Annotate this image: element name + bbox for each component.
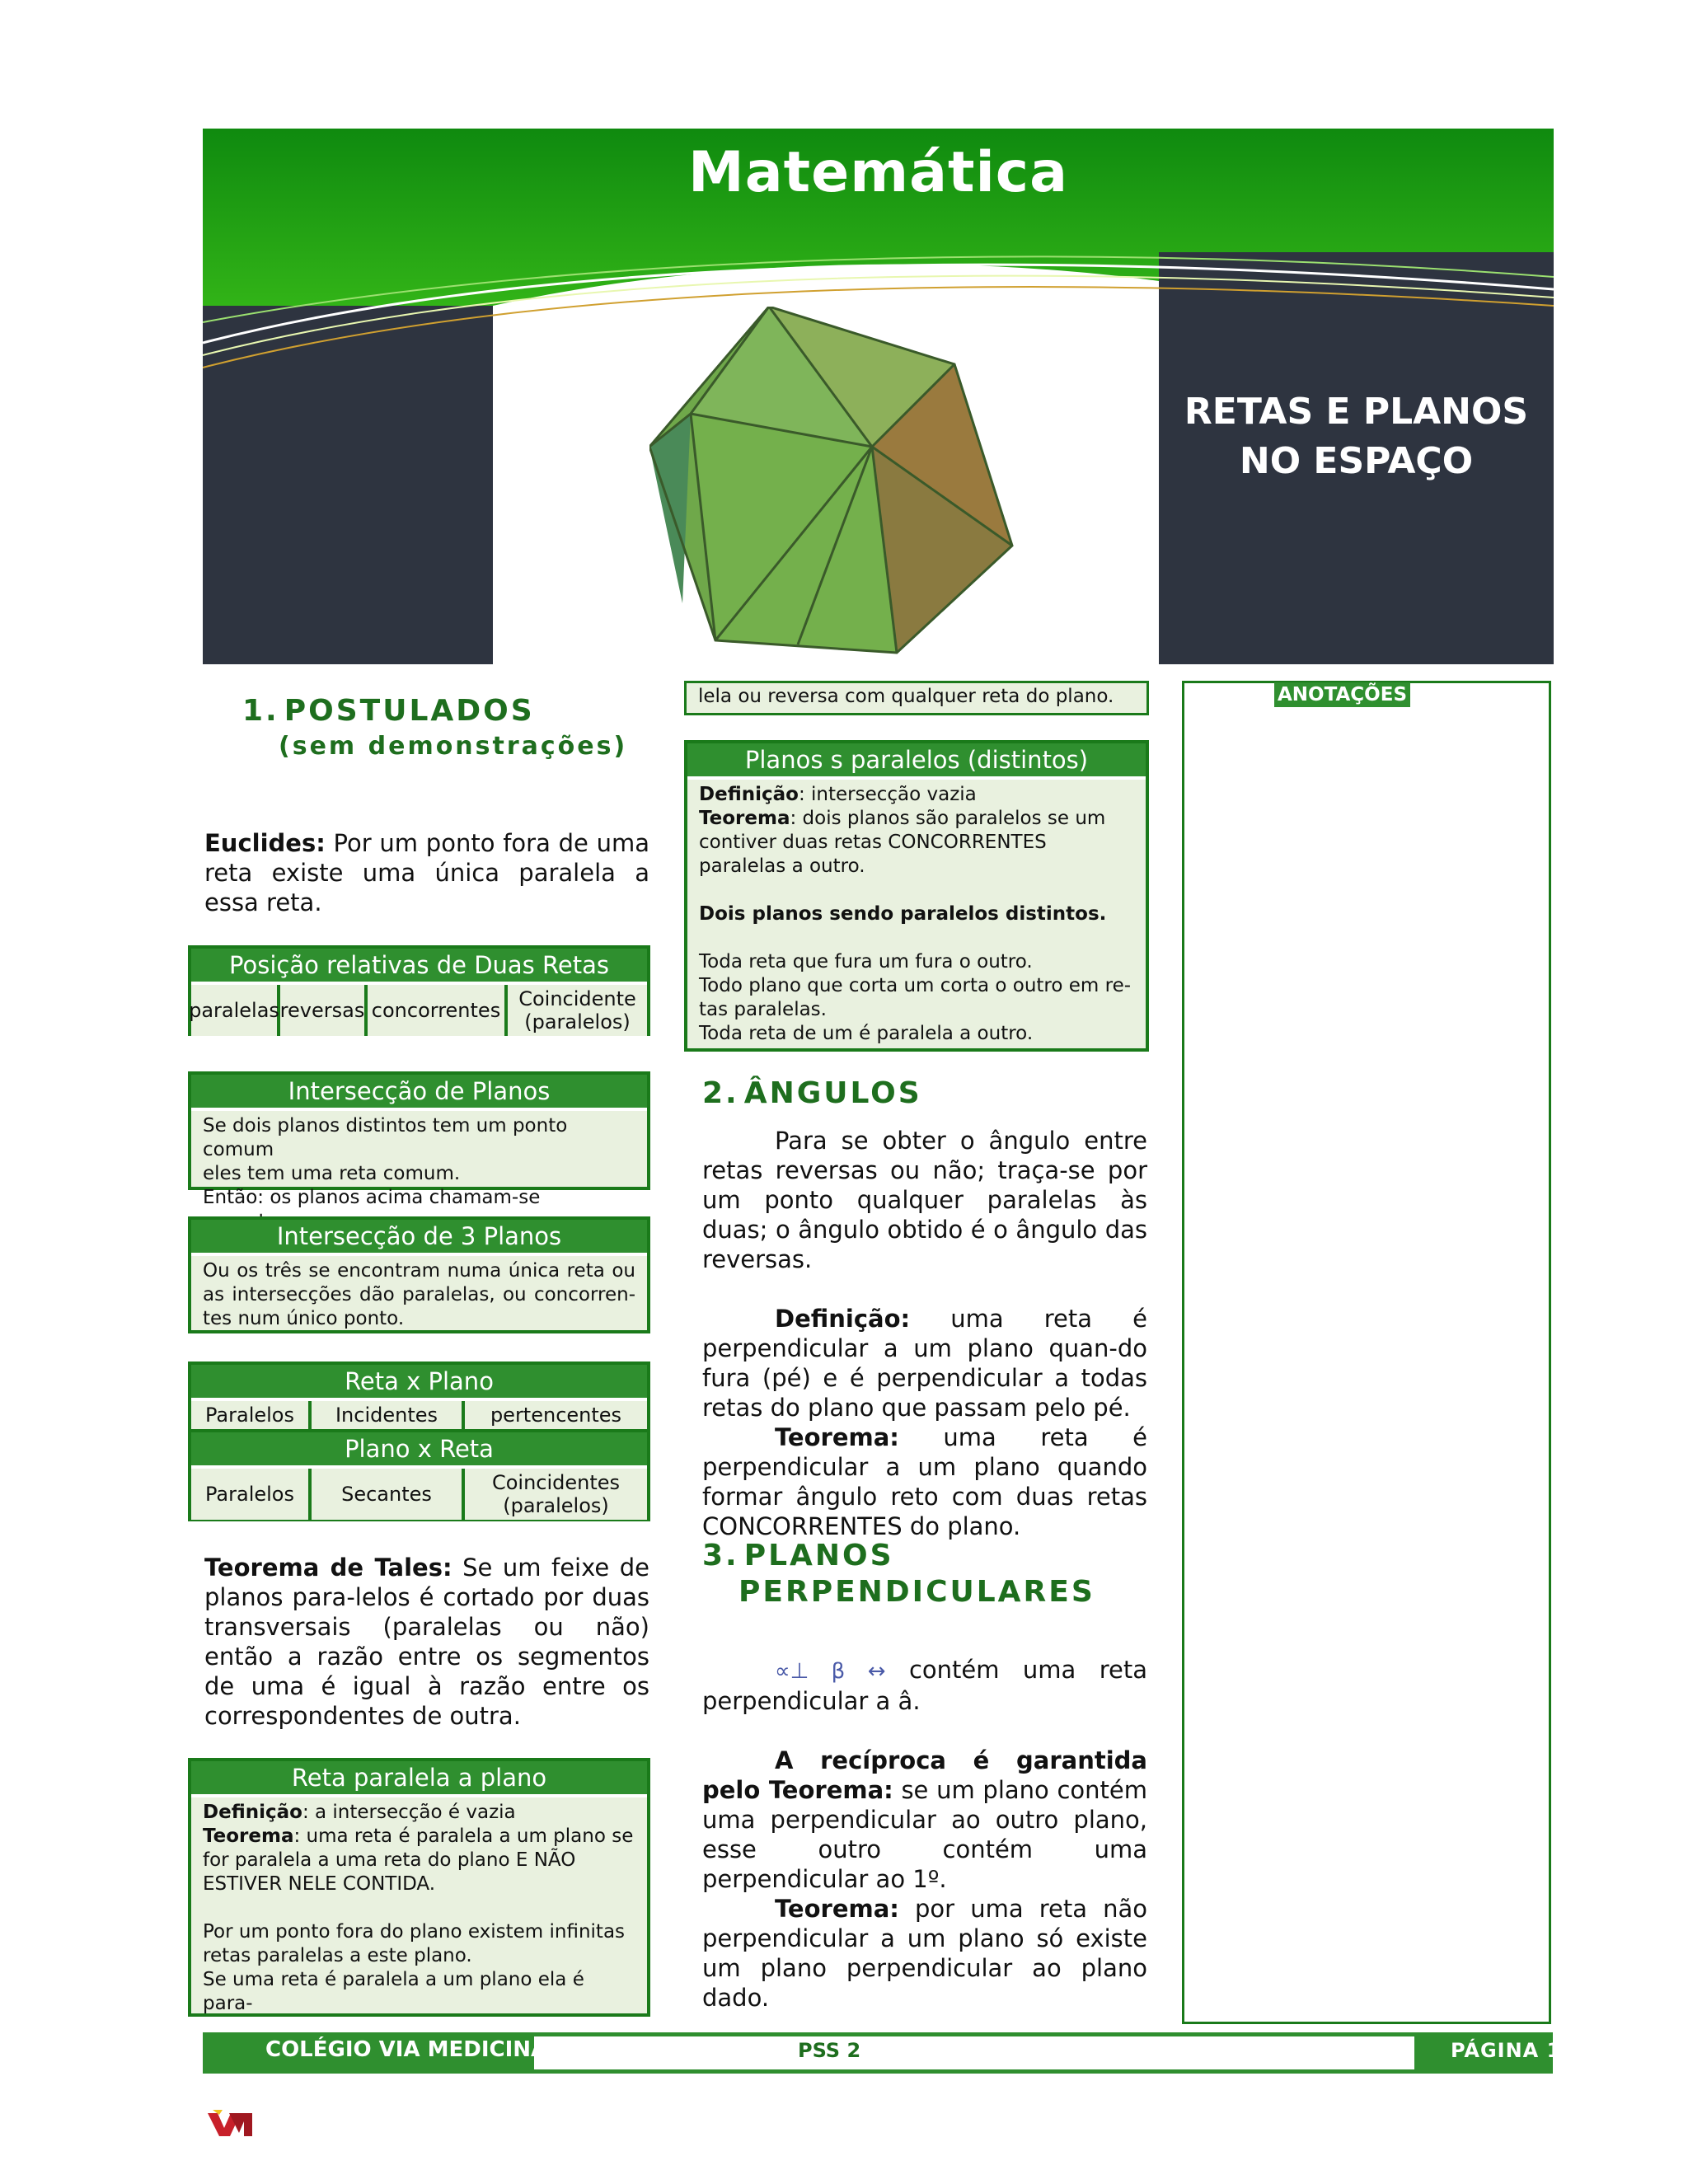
math-symbols: ∝⊥ β ↔ (775, 1659, 886, 1684)
cell-paralelos: Paralelos (191, 1401, 308, 1429)
section-1-subtitle: (sem demonstrações) (279, 732, 628, 761)
planos-perp-text: ∝⊥ β ↔ contém uma reta perpendicular a â. A recíproca é garantida pelo Teorema: se um plano contém uma perpendicular ao outro plano, esse outro contém uma perpendicular ao 1º. Teorema: por uma reta não perpendicular a um plano só existe um plano perpendicular ao plano dado. (702, 1656, 1148, 2012)
interseccao-3-planos-box: Intersecção de 3 Planos Ou os três se encontram numa única reta ou as intersecções dão paralelas, ou concorren-tes num único ponto. (188, 1216, 650, 1333)
cell-coincidentes: Coincidentes (paralelos) (465, 1469, 647, 1520)
school-logo-icon (208, 2110, 252, 2138)
plano-reta-title: Plano x Reta (191, 1429, 647, 1469)
reta-paralela-continuation-box: lela ou reversa com qualquer reta do plano. (684, 681, 1149, 715)
cell-paralelos-2: Paralelos (191, 1469, 308, 1520)
cell-incidentes: Incidentes (312, 1401, 462, 1429)
retas-positions-title: Posição relativas de Duas Retas (191, 949, 647, 985)
footer-center-panel (534, 2036, 1414, 2069)
section-3-heading: 3. PLANOS PERPENDICULARES (702, 1539, 1095, 1609)
euclides-paragraph: Euclides: Por um ponto fora de uma reta existe uma única paralela a essa reta. (204, 829, 649, 916)
notes-box[interactable] (1182, 681, 1551, 2024)
reta-plano-title: Reta x Plano (191, 1365, 647, 1401)
cell-concorrentes: concorrentes (368, 985, 504, 1036)
notes-label: ANOTAÇÕES (1274, 682, 1410, 707)
interseccao-3-planos-title: Intersecção de 3 Planos (191, 1220, 647, 1256)
tales-paragraph: Teorema de Tales: Se um feixe de planos para-lelos é cortado por duas transversais (paralelas ou não) então a razão entre os segmentos de uma é igual à razão entre os correspondentes de outra. (204, 1554, 649, 1730)
section-2-heading: 2. ÂNGULOS (702, 1076, 922, 1110)
footer-page-number: PÁGINA 1 (1451, 2039, 1562, 2062)
retas-positions-box (188, 945, 650, 1036)
cell-pertencentes: pertencentes (465, 1401, 647, 1429)
reta-paralela-plano-title: Reta paralela a plano (191, 1761, 647, 1797)
interseccao-planos-title: Intersecção de Planos (191, 1075, 647, 1111)
icosahedron-illustration (649, 307, 1014, 659)
subject-title: Matemática (688, 140, 1068, 205)
topic-title (1159, 387, 1554, 486)
section-1-heading: 1. POSTULADOS (242, 694, 535, 728)
footer-pss: PSS 2 (798, 2039, 861, 2062)
planos-paralelos-box: Planos s paralelos (distintos) Definição: intersecção vazia Teorema: dois planos são paralelos se um contiver duas retas CONCORRENTES paralelas a outro. Dois planos sendo paralelos distintos. Toda reta que fura um fura o outro. Todo plano que corta um corta o outro em re-tas paralelas. Toda reta de um é paralela a outro. (684, 740, 1149, 1052)
cell-coincidente: Coincidente (paralelos) (508, 985, 647, 1036)
cell-secantes: Secantes (312, 1469, 462, 1520)
topic-line-1: RETAS E PLANOS (1184, 391, 1529, 433)
cell-reversas: reversas (280, 985, 364, 1036)
reta-paralela-plano-box: Reta paralela a plano Definição: a intersecção é vazia Teorema: uma reta é paralela a um plano se for paralela a uma reta do plano E NÃO ESTIVER NELE CONTIDA. Por um ponto fora do plano existem infinitas retas paralelas a este plano. Se uma reta é paralela a um plano ela é para- (188, 1758, 650, 2017)
interseccao-planos-box: Intersecção de Planos Se dois planos distintos tem um ponto comum eles tem uma reta comum. Então: os planos acima chamam-se (188, 1071, 650, 1190)
angulos-text: Para se obter o ângulo entre retas reversas ou não; traça-se por um ponto qualquer paralelas às duas; o ângulo obtido é o ângulo das reversas. Definição: uma reta é perpendicular a um plano quan-do fura (pé) e é perpendicular a todas retas do plano que passam pelo pé. Teorema: uma reta é perpendicular a um plano quando formar ângulo reto com duas retas CONCORRENTES do plano. (702, 1127, 1147, 1540)
planos-paralelos-title: Planos s paralelos (distintos) (687, 743, 1146, 780)
reta-plano-box (188, 1361, 650, 1521)
footer-school: COLÉGIO VIA MEDICINA (265, 2037, 548, 2062)
topic-line-2: NO ESPAÇO (1239, 440, 1474, 482)
cell-paralelas: paralelas (191, 985, 277, 1036)
